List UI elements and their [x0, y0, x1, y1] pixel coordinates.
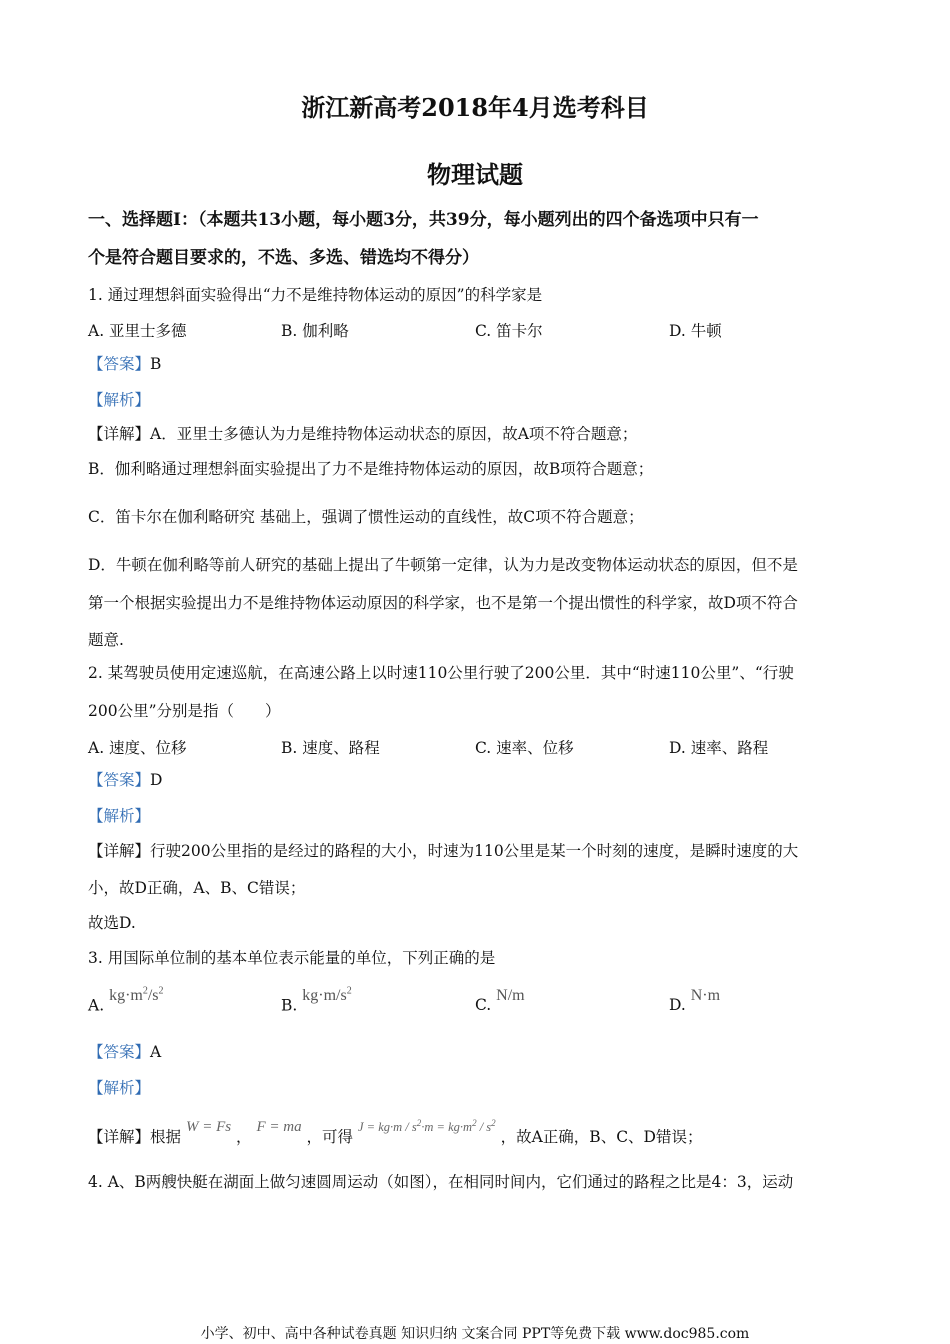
q1-option-c: C. 笛卡尔	[475, 322, 543, 340]
q1-option-b: B. 伽利略	[281, 322, 349, 340]
formula-f: F = ma	[256, 1119, 302, 1136]
q4-stem: 4. A、B两艘快艇在湖面上做匀速圆周运动（如图），在相同时间内，它们通过的路程之比是4：3，运动	[88, 1173, 794, 1191]
q2-detail-3: 故选D.	[88, 914, 136, 932]
q2-answer	[88, 770, 162, 790]
answer-tag: 【答案】	[88, 1043, 151, 1061]
q2-option-b: B. 速度、路程	[281, 739, 380, 757]
q3-stem: 3. 用国际单位制的基本单位表示能量的单位，下列正确的是	[88, 949, 496, 967]
unit-formula: N/m	[496, 987, 525, 1004]
section-heading-line1: 一、选择题Ⅰ：（本题共13小题，每小题3分，共39分，每小题列出的四个备选项中只有一	[88, 210, 759, 230]
q1-stem: 1. 通过理想斜面实验得出“力不是维持物体运动的原因”的科学家是	[88, 286, 543, 304]
exam-title: 浙江新高考2018年4月选考科目	[301, 93, 649, 122]
detail-tag: 【详解】	[88, 425, 151, 443]
q2-stem-2: 200公里”分别是指（ ）	[88, 702, 281, 720]
q2-option-a: A. 速度、位移	[88, 739, 187, 757]
q1-detail-3: C．笛卡尔在伽利略研究 基础上，强调了惯性运动的直线性，故C项不符合题意；	[88, 508, 644, 526]
q1-option-a: A. 亚里士多德	[88, 322, 187, 340]
answer-tag: 【答案】	[88, 355, 151, 373]
unit-formula: $kg\cdot m/s^2$	[302, 986, 352, 1005]
q2-stem-1: 2. 某驾驶员使用定速巡航，在高速公路上以时速110公里行驶了200公里．其中“时速110公里”、“行驶	[88, 664, 794, 682]
q1-answer	[88, 354, 161, 374]
unit-formula: N·m	[690, 987, 721, 1004]
q1-option-d: D. 牛顿	[669, 322, 722, 340]
q1-detail-1: 【详解】A．亚里士多德认为力是维持物体运动状态的原因，故A项不符合题意；	[88, 425, 638, 443]
q3-option-c: C. N/m	[475, 987, 525, 1014]
q3-detail: 【详解】根据 W = Fs ， F = ma ，可得 $^{J = kg\cdot m / s^2\cdot m = kg\cdot m^2 / s^2}$ ，故A正确，B、C、D错误；	[88, 1118, 703, 1147]
q2-analysis-tag: 【解析】	[88, 807, 151, 825]
q3-option-b: B. $kg\cdot m/s^2$	[281, 986, 352, 1015]
q2-option-c: C. 速率、位移	[475, 739, 574, 757]
exam-subtitle: 物理试题	[427, 160, 523, 189]
q3-option-d: D. N·m	[669, 987, 721, 1014]
answer-tag: 【答案】	[88, 771, 151, 789]
q1-detail-4a: D．牛顿在伽利略等前人研究的基础上提出了牛顿第一定律，认为力是改变物体运动状态的原因，但不是	[88, 556, 798, 574]
q2-detail-2: 小，故D正确，A、B、C错误；	[88, 879, 306, 897]
q2-option-d: D. 速率、路程	[669, 739, 769, 757]
q3-analysis-tag: 【解析】	[88, 1079, 151, 1097]
answer-value: B	[150, 355, 162, 373]
answer-value: A	[150, 1043, 162, 1061]
formula-w: W = Fs	[185, 1119, 232, 1136]
page-footer: 小学、初中、高中各种试卷真题 知识归纳 文案合同 PPT等免费下载 www.doc985.com	[200, 1326, 750, 1342]
detail-tag: 【详解】	[88, 842, 151, 860]
q3-answer	[88, 1042, 161, 1062]
unit-formula: $kg\cdot m^2/s^2$	[109, 986, 164, 1005]
q1-analysis-tag: 【解析】	[88, 391, 151, 409]
q3-option-a: A. $kg\cdot m^2/s^2$	[88, 986, 164, 1015]
q1-detail-4c: 题意.	[88, 631, 124, 649]
section-heading-line2: 个是符合题目要求的，不选、多选、错选均不得分）	[88, 248, 479, 268]
q1-detail-4b: 第一个根据实验提出力不是维持物体运动原因的科学家，也不是第一个提出惯性的科学家，故D项不符合	[88, 594, 798, 612]
detail-tag: 【详解】	[88, 1128, 151, 1147]
q1-detail-2: B．伽利略通过理想斜面实验提出了力不是维持物体运动的原因，故B项符合题意；	[88, 460, 654, 478]
answer-value: D	[150, 771, 163, 789]
q2-detail-1: 【详解】行驶200公里指的是经过的路程的大小，时速为110公里是某一个时刻的速度，是瞬时速度的大	[88, 842, 799, 860]
formula-j: J = kg·m / s2·m = kg·m2 / s2	[358, 1118, 496, 1135]
